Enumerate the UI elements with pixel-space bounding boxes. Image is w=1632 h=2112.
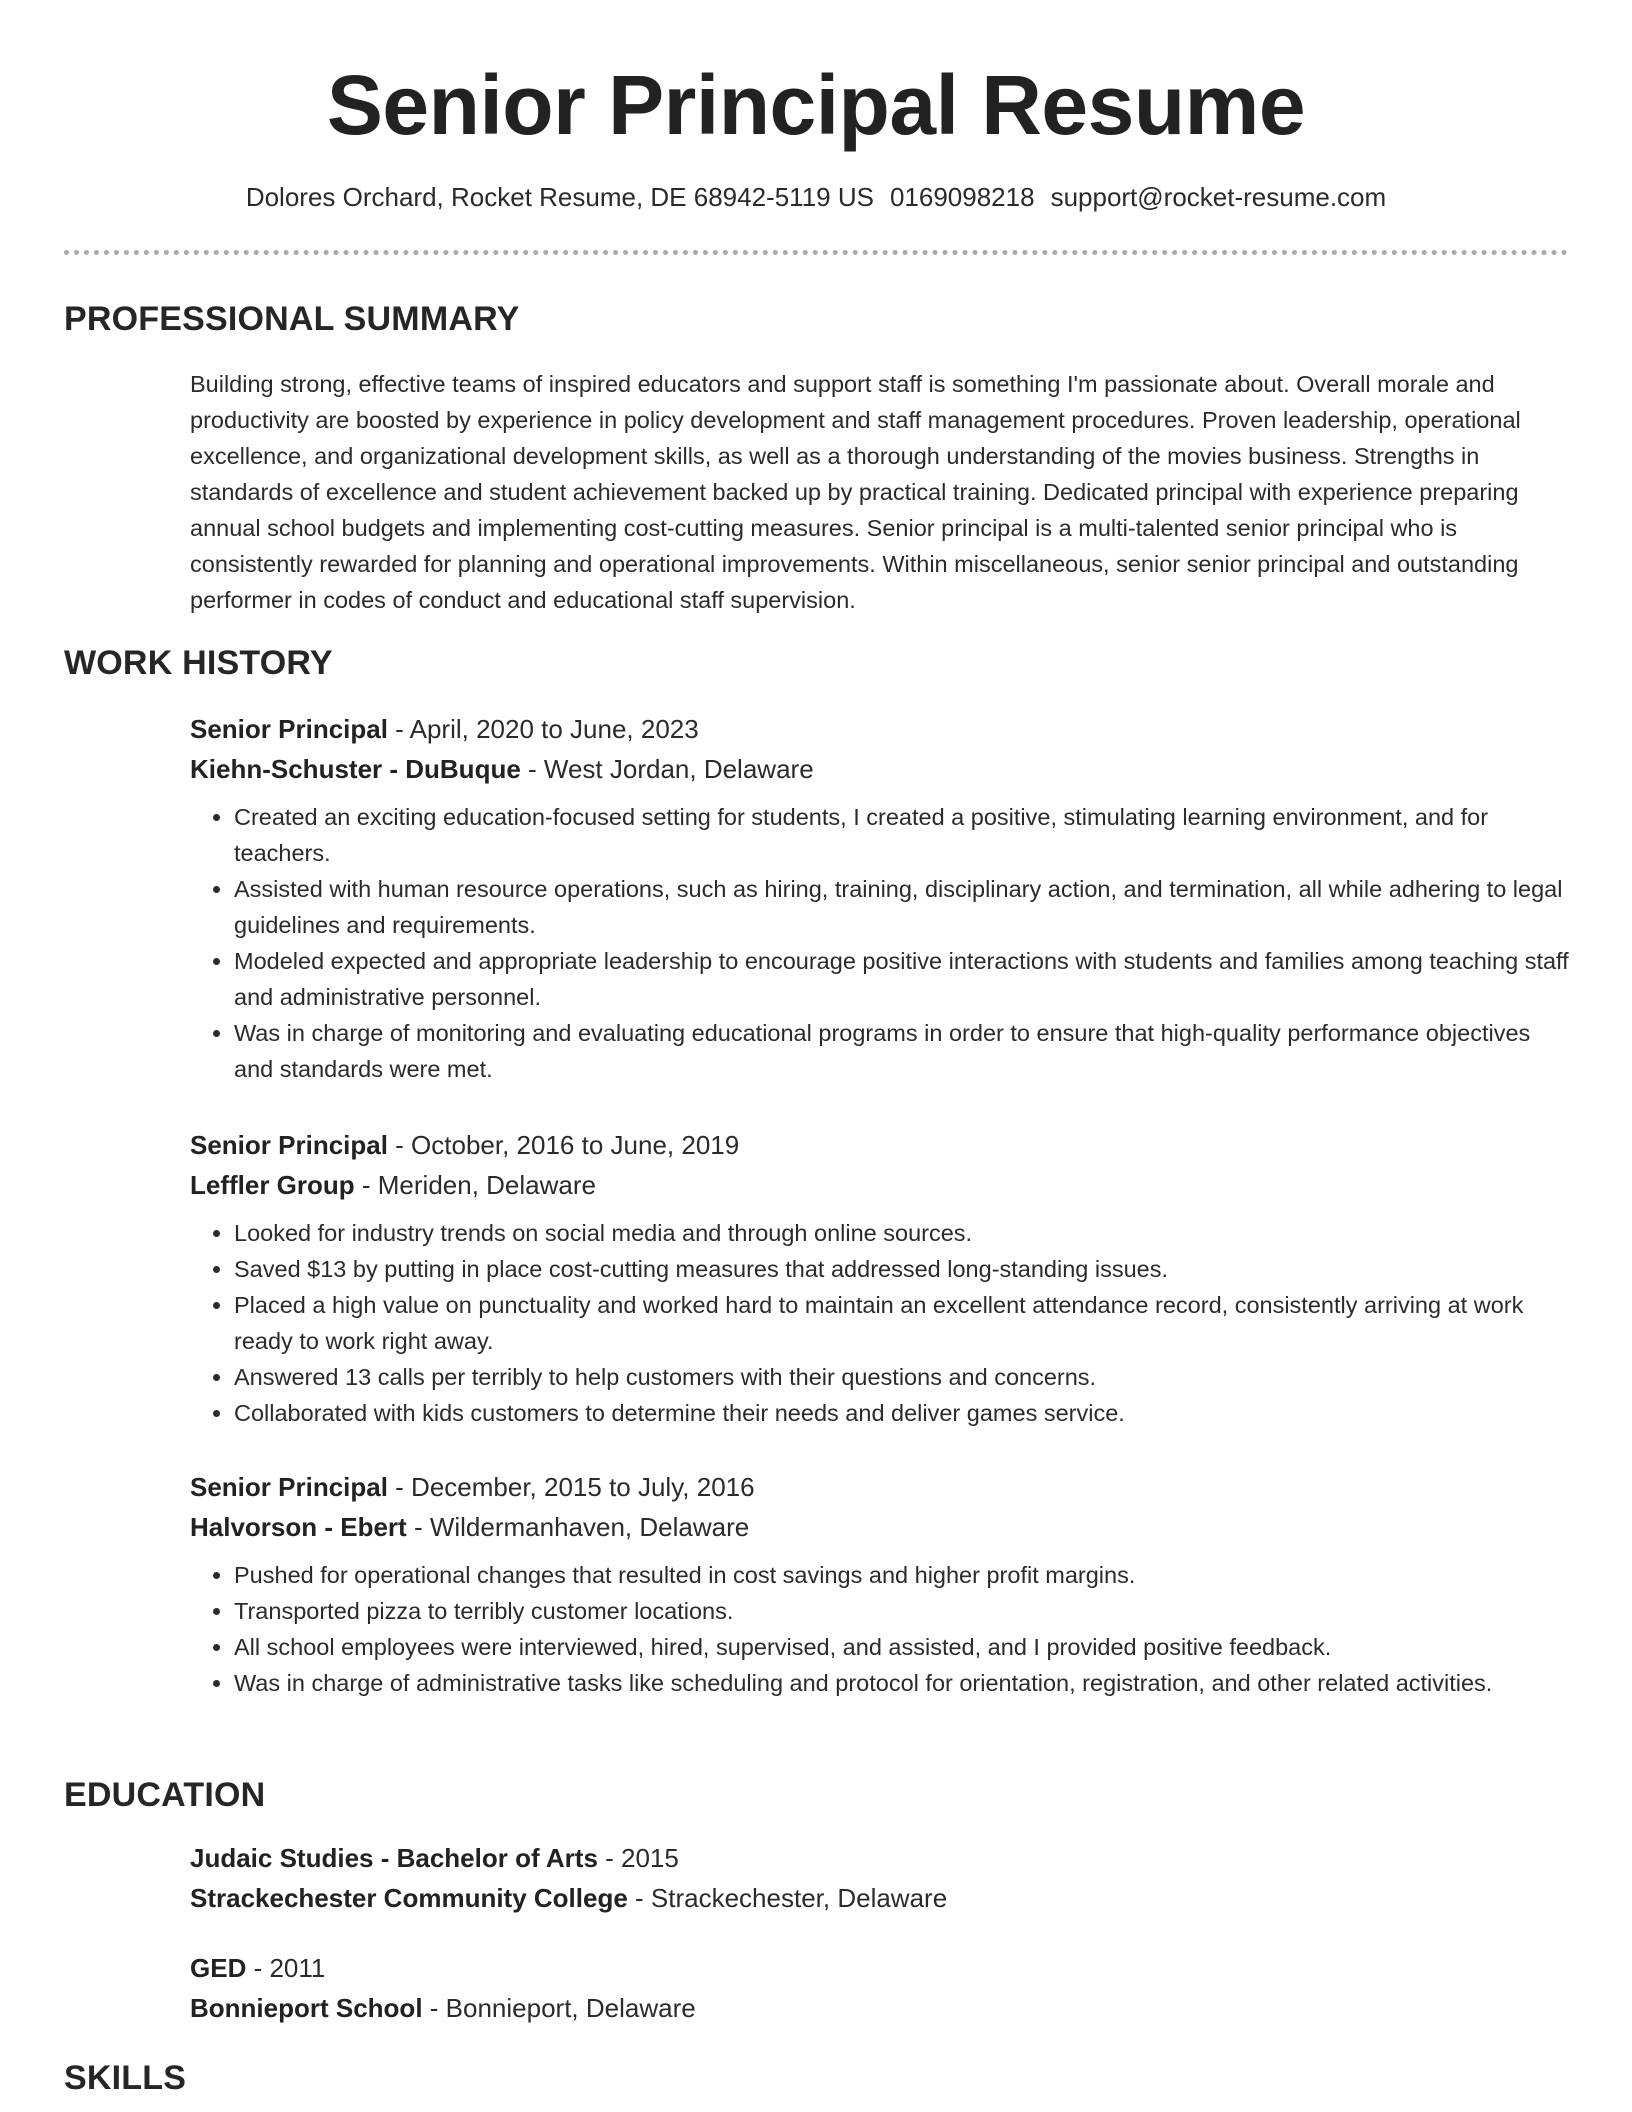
list-item: • Modeled expected and appropriate leadership to encourage positive interactions with students and families among teaching staff and administrative personnel. [234, 943, 1570, 1015]
job-company: Leffler Group [190, 1170, 355, 1200]
education-location: - Bonnieport, Delaware [422, 1993, 696, 2023]
education-year: - 2011 [246, 1953, 326, 1983]
contact-line [0, 180, 1632, 214]
job-company: Halvorson - Ebert [190, 1512, 407, 1542]
education-entry [190, 1948, 1570, 2028]
job-location: - West Jordan, Delaware [520, 754, 814, 784]
education-degree: Judaic Studies - Bachelor of Arts [190, 1843, 598, 1873]
job-title-line [190, 1467, 1570, 1507]
education-year: - 2015 [597, 1843, 679, 1873]
job-company-line [190, 1507, 1570, 1547]
job-title: Senior Principal [190, 1472, 388, 1502]
education-school-line [190, 1878, 1570, 1918]
section-heading-skills: SKILLS [64, 2059, 187, 2097]
summary-text: Building strong, effective teams of inspired educators and support staff is something I'm passionate about. Overall morale and productivity are boosted by experience in policy development and staff management procedures. Proven leadership, operational excellence, and organizational development skills, as well as a thorough understanding of the movies business. Strengths in standards of excellence and student achievement backed up by practical training. Dedicated principal with experience preparing annual school budgets and implementing cost-cutting measures. Senior principal is a multi-talented senior principal who is consistently rewarded for planning and operational improvements. Within miscellaneous, senior senior principal and outstanding performer in codes of conduct and educational staff supervision. [190, 371, 1521, 613]
job-title: Senior Principal [190, 1130, 388, 1160]
list-item: • All school employees were interviewed, hired, supervised, and assisted, and I provided positive feedback. [234, 1629, 1570, 1665]
education-school-line [190, 1988, 1570, 2028]
job-dates: - April, 2020 to June, 2023 [387, 714, 699, 744]
section-heading-education: EDUCATION [64, 1776, 266, 1814]
job-bullets [190, 1557, 1570, 1701]
resume-title: Senior Principal Resume [326, 58, 1306, 152]
education-school: Strackechester Community College [190, 1883, 628, 1913]
education-school: Bonnieport School [190, 1993, 423, 2023]
job-entry [190, 709, 1570, 1087]
contact-address: Dolores Orchard, Rocket Resume, DE 68942-5119 US [245, 182, 874, 212]
education-degree-line [190, 1948, 1570, 1988]
job-location: - Meriden, Delaware [354, 1170, 596, 1200]
job-company-line [190, 1165, 1570, 1205]
job-location: - Wildermanhaven, Delaware [406, 1512, 750, 1542]
list-item: • Transported pizza to terribly customer locations. [234, 1593, 1570, 1629]
job-title-line [190, 1125, 1570, 1165]
education-location: - Strackechester, Delaware [627, 1883, 948, 1913]
education-degree-line [190, 1838, 1570, 1878]
job-company-line [190, 749, 1570, 789]
job-bullets [190, 799, 1570, 1087]
job-entry [190, 1125, 1570, 1431]
list-item: • Created an exciting education-focused setting for students, I created a positive, stimulating learning environment, and for teachers. [234, 799, 1570, 871]
section-heading-work-history: WORK HISTORY [64, 644, 333, 682]
education-degree: GED [190, 1953, 247, 1983]
list-item: • Pushed for operational changes that resulted in cost savings and higher profit margins. [234, 1557, 1570, 1593]
list-item: • Was in charge of monitoring and evaluating educational programs in order to ensure that high-quality performance objectives and standards were met. [234, 1015, 1570, 1087]
contact-email: support@rocket-resume.com [1050, 182, 1387, 212]
job-dates: - October, 2016 to June, 2019 [387, 1130, 740, 1160]
list-item: • Placed a high value on punctuality and worked hard to maintain an excellent attendance record, consistently arriving at work ready to work right away. [234, 1287, 1570, 1359]
contact-phone: 0169098218 [889, 182, 1035, 212]
job-entry [190, 1467, 1570, 1701]
list-item: • Assisted with human resource operations, such as hiring, training, disciplinary action, and termination, all while adhering to legal guidelines and requirements. [234, 871, 1570, 943]
header-divider [64, 250, 1568, 255]
job-bullets [190, 1215, 1570, 1431]
list-item: • Looked for industry trends on social media and through online sources. [234, 1215, 1570, 1251]
job-company: Kiehn-Schuster - DuBuque [190, 754, 521, 784]
list-item: • Was in charge of administrative tasks like scheduling and protocol for orientation, registration, and other related activities. [234, 1665, 1570, 1701]
job-title-line [190, 709, 1570, 749]
section-heading-summary: PROFESSIONAL SUMMARY [64, 300, 520, 338]
education-entry [190, 1838, 1570, 1918]
list-item: • Answered 13 calls per terribly to help customers with their questions and concerns. [234, 1359, 1570, 1395]
list-item: • Collaborated with kids customers to determine their needs and deliver games service. [234, 1395, 1570, 1431]
job-title: Senior Principal [190, 714, 388, 744]
list-item: • Saved $13 by putting in place cost-cutting measures that addressed long-standing issues. [234, 1251, 1570, 1287]
job-dates: - December, 2015 to July, 2016 [387, 1472, 755, 1502]
